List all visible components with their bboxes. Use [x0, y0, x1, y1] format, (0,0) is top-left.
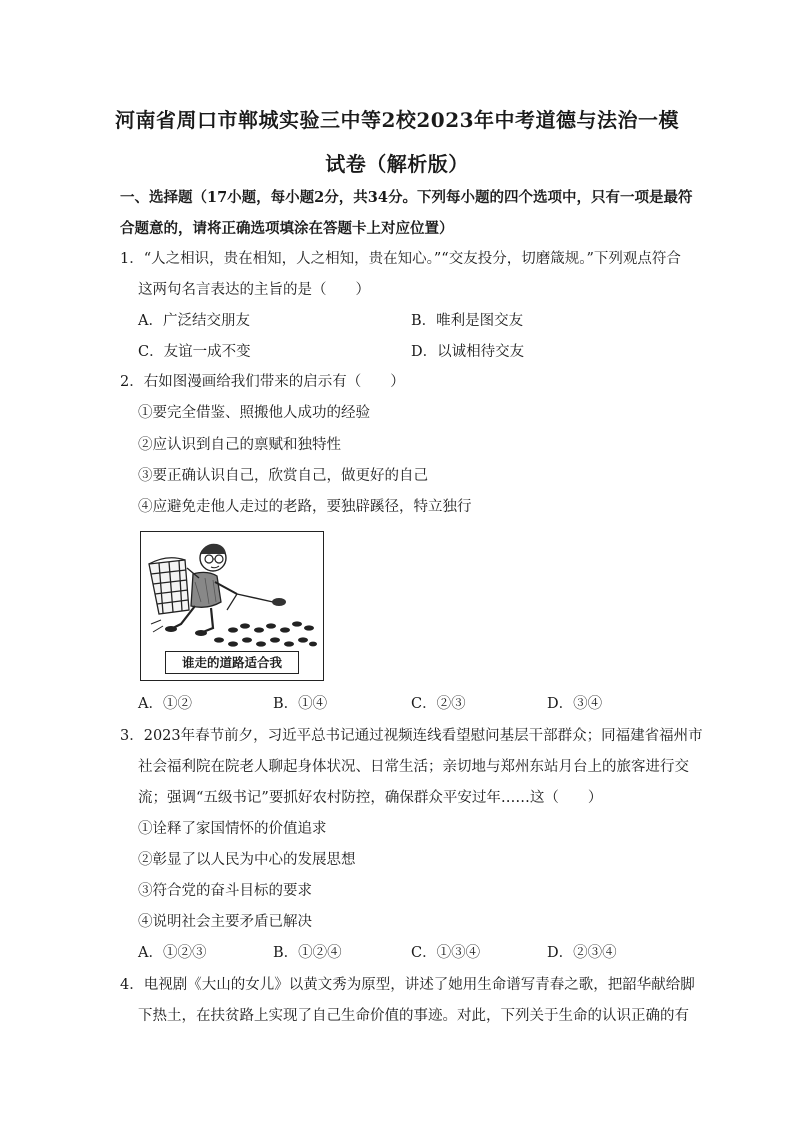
question-4-line-2: 下热土，在扶贫路上实现了自己生命价值的事迹。对此，下列关于生命的认识正确的有: [138, 1008, 689, 1024]
question-2-statement-4: ④应避免走他人走过的老路，要独辟蹊径，特立独行: [138, 499, 472, 515]
question-2-option-c[interactable]: C．②③: [411, 696, 466, 712]
question-2-statement-2: ②应认识到自己的禀赋和独特性: [138, 437, 341, 453]
question-3-option-d[interactable]: D．②③④: [547, 945, 617, 961]
cartoon-caption: 谁走的道路适合我: [165, 651, 299, 674]
question-2-option-d[interactable]: D．③④: [547, 696, 603, 712]
question-3-statement-1: ①诠释了家国情怀的价值追求: [138, 821, 327, 837]
question-3-statement-3: ③符合党的奋斗目标的要求: [138, 883, 312, 899]
question-3-option-b[interactable]: B．①②④: [273, 945, 342, 961]
exam-title-line-2: 试卷（解析版）: [325, 152, 469, 176]
question-3-option-c[interactable]: C．①③④: [411, 945, 481, 961]
section-heading-line-1: 一、选择题（17小题，每小题2分，共34分。下列每小题的四个选项中，只有一项是最符: [120, 189, 693, 206]
question-3-line-2: 社会福利院在院老人聊起身体状况、日常生活；亲切地与郑州东站月台上的旅客进行交: [138, 759, 689, 775]
question-1-line-2: 这两句名言表达的主旨的是（ ）: [138, 282, 370, 298]
question-3-statement-2: ②彰显了以人民为中心的发展思想: [138, 852, 356, 868]
question-2-option-b[interactable]: B．①④: [273, 696, 328, 712]
cartoon-illustration: [140, 531, 324, 681]
question-2-line-1: 2．右如图漫画给我们带来的启示有（ ）: [120, 374, 405, 390]
question-2-statement-3: ③要正确认识自己，欣赏自己，做更好的自己: [138, 468, 428, 484]
question-4-line-1: 4．电视剧《大山的女儿》以黄文秀为原型，讲述了她用生命谱写青春之歌，把韶华献给脚: [120, 977, 695, 993]
question-1-line-1: 1．“人之相识，贵在相知，人之相知，贵在知心。”“交友投分，切磨箴规。”下列观点符合: [120, 251, 681, 267]
question-3-statement-4: ④说明社会主要矛盾已解决: [138, 914, 312, 930]
question-3-line-3: 流；强调“五级书记”要抓好农村防控，确保群众平安过年……这（ ）: [138, 790, 603, 806]
question-2-statement-1: ①要完全借鉴、照搬他人成功的经验: [138, 405, 370, 421]
question-3-option-a[interactable]: A．①②③: [138, 945, 207, 961]
exam-title-line-1: 河南省周口市郸城实验三中等2校2023年中考道德与法治一模: [114, 108, 680, 132]
question-3-line-1: 3．2023年春节前夕，习近平总书记通过视频连线看望慰问基层干部群众；同福建省福州市: [120, 728, 703, 744]
question-1-option-b[interactable]: B．唯利是图交友: [411, 313, 524, 329]
section-heading-line-2: 合题意的，请将正确选项填涂在答题卡上对应位置）: [120, 220, 454, 237]
question-1-option-a[interactable]: A．广泛结交朋友: [138, 313, 250, 329]
question-2-option-a[interactable]: A．①②: [138, 696, 192, 712]
question-1-option-c[interactable]: C．友谊一成不变: [138, 344, 251, 360]
question-1-option-d[interactable]: D．以诚相待交友: [411, 344, 525, 360]
